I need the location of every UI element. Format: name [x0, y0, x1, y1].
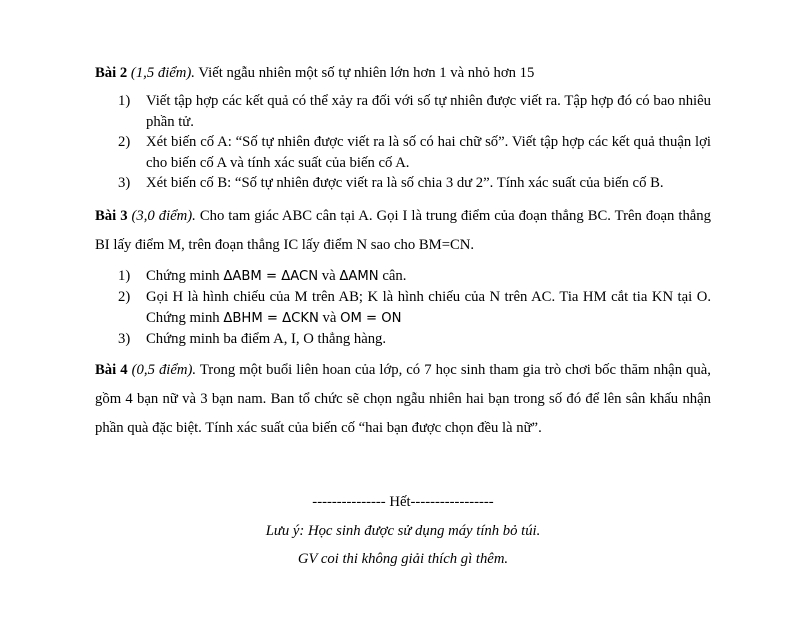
- problem-2-label: Bài 2: [95, 65, 128, 81]
- problem-3-points: (3,0 điểm).: [131, 207, 196, 224]
- problem-3-item-2: [95, 287, 711, 329]
- problem-3-intro: Cho tam giác ABC cân tại A. Gọi I là trung điểm của đoạn thẳng BC. Trên đoạn thẳng BI lấy điểm M, trên đoạn thẳng IC lấy điểm N sao cho BM=CN.: [95, 207, 711, 253]
- item-number: 1): [118, 267, 131, 284]
- item-number: 3): [118, 175, 131, 191]
- problem-2-intro: Viết ngẫu nhiên một số tự nhiên lớn hơn 1 và nhỏ hơn 15: [198, 65, 535, 81]
- item-number: 3): [118, 331, 131, 347]
- item-text: Chứng minh ba điểm A, I, O thẳng hàng.: [146, 331, 387, 347]
- problem-3-heading: [95, 202, 711, 260]
- problem-4-label: Bài 4: [95, 361, 128, 378]
- problem-2-item-2: [95, 132, 711, 173]
- math-expression: ΔABM = ΔACN: [223, 268, 319, 284]
- item-text: Chứng minh: [146, 267, 224, 284]
- math-expression: ΔBHM = ΔCKN: [223, 310, 319, 326]
- problem-3-item-1: [95, 266, 711, 288]
- problem-3-label: Bài 3: [95, 207, 128, 224]
- exam-content: [95, 63, 711, 577]
- footer-note-1: Lưu ý: Học sinh được sử dụng máy tính bỏ túi.: [265, 522, 541, 539]
- item-number: 1): [118, 93, 131, 109]
- footer: [95, 492, 711, 570]
- problem-2-heading: [95, 63, 711, 84]
- problem-2-item-1: [95, 91, 711, 132]
- footer-note-2: GV coi thi không giải thích gì thêm.: [297, 550, 509, 567]
- problem-3-item-3: [95, 329, 711, 350]
- item-text: Gọi H là hình chiếu của M trên AB; K là hình chiếu của N trên AC. Tia HM cắt tia KN tại O. Chứng minh: [146, 289, 711, 326]
- item-text: Xét biến cố A: “Số tự nhiên được viết ra là số có hai chữ số”. Viết tập hợp các kết quả thuận lợi cho biến cố A và tính xác suất của biến cố A.: [146, 134, 711, 171]
- problem-4-intro: Trong một buổi liên hoan của lớp, có 7 học sinh tham gia trò chơi bốc thăm nhận quà, gồm 4 bạn nữ và 3 bạn nam. Ban tổ chức sẽ chọn ngẫu nhiên hai bạn trong số đó để lên sân khấu nhận phần quà đặc biệt. Tính xác suất của biến cố “hai bạn được chọn đều là nữ”.: [95, 361, 711, 436]
- item-text: và: [318, 267, 340, 284]
- problem-2-items: [95, 91, 711, 194]
- problem-2-item-3: [95, 173, 711, 194]
- end-marker-line: --------------- Hết-----------------: [312, 493, 494, 510]
- item-text: Xét biến cố B: “Số tự nhiên được viết ra là số chia 3 dư 2”. Tính xác suất của biến cố B.: [146, 175, 664, 191]
- problem-3-items: [95, 266, 711, 350]
- problem-4-points: (0,5 điểm).: [131, 361, 197, 378]
- item-number: 2): [118, 134, 131, 150]
- problem-2-points: (1,5 điểm).: [130, 65, 195, 81]
- item-text: cân.: [378, 267, 407, 284]
- item-number: 2): [118, 289, 131, 305]
- item-text: Viết tập hợp các kết quả có thể xảy ra đối với số tự nhiên được viết ra. Tập hợp đó có bao nhiêu phần tử.: [146, 93, 711, 130]
- item-text: và: [318, 309, 341, 326]
- problem-4-heading: [95, 356, 711, 443]
- math-expression: ΔAMN: [339, 268, 379, 284]
- math-expression: OM = ON: [340, 310, 402, 326]
